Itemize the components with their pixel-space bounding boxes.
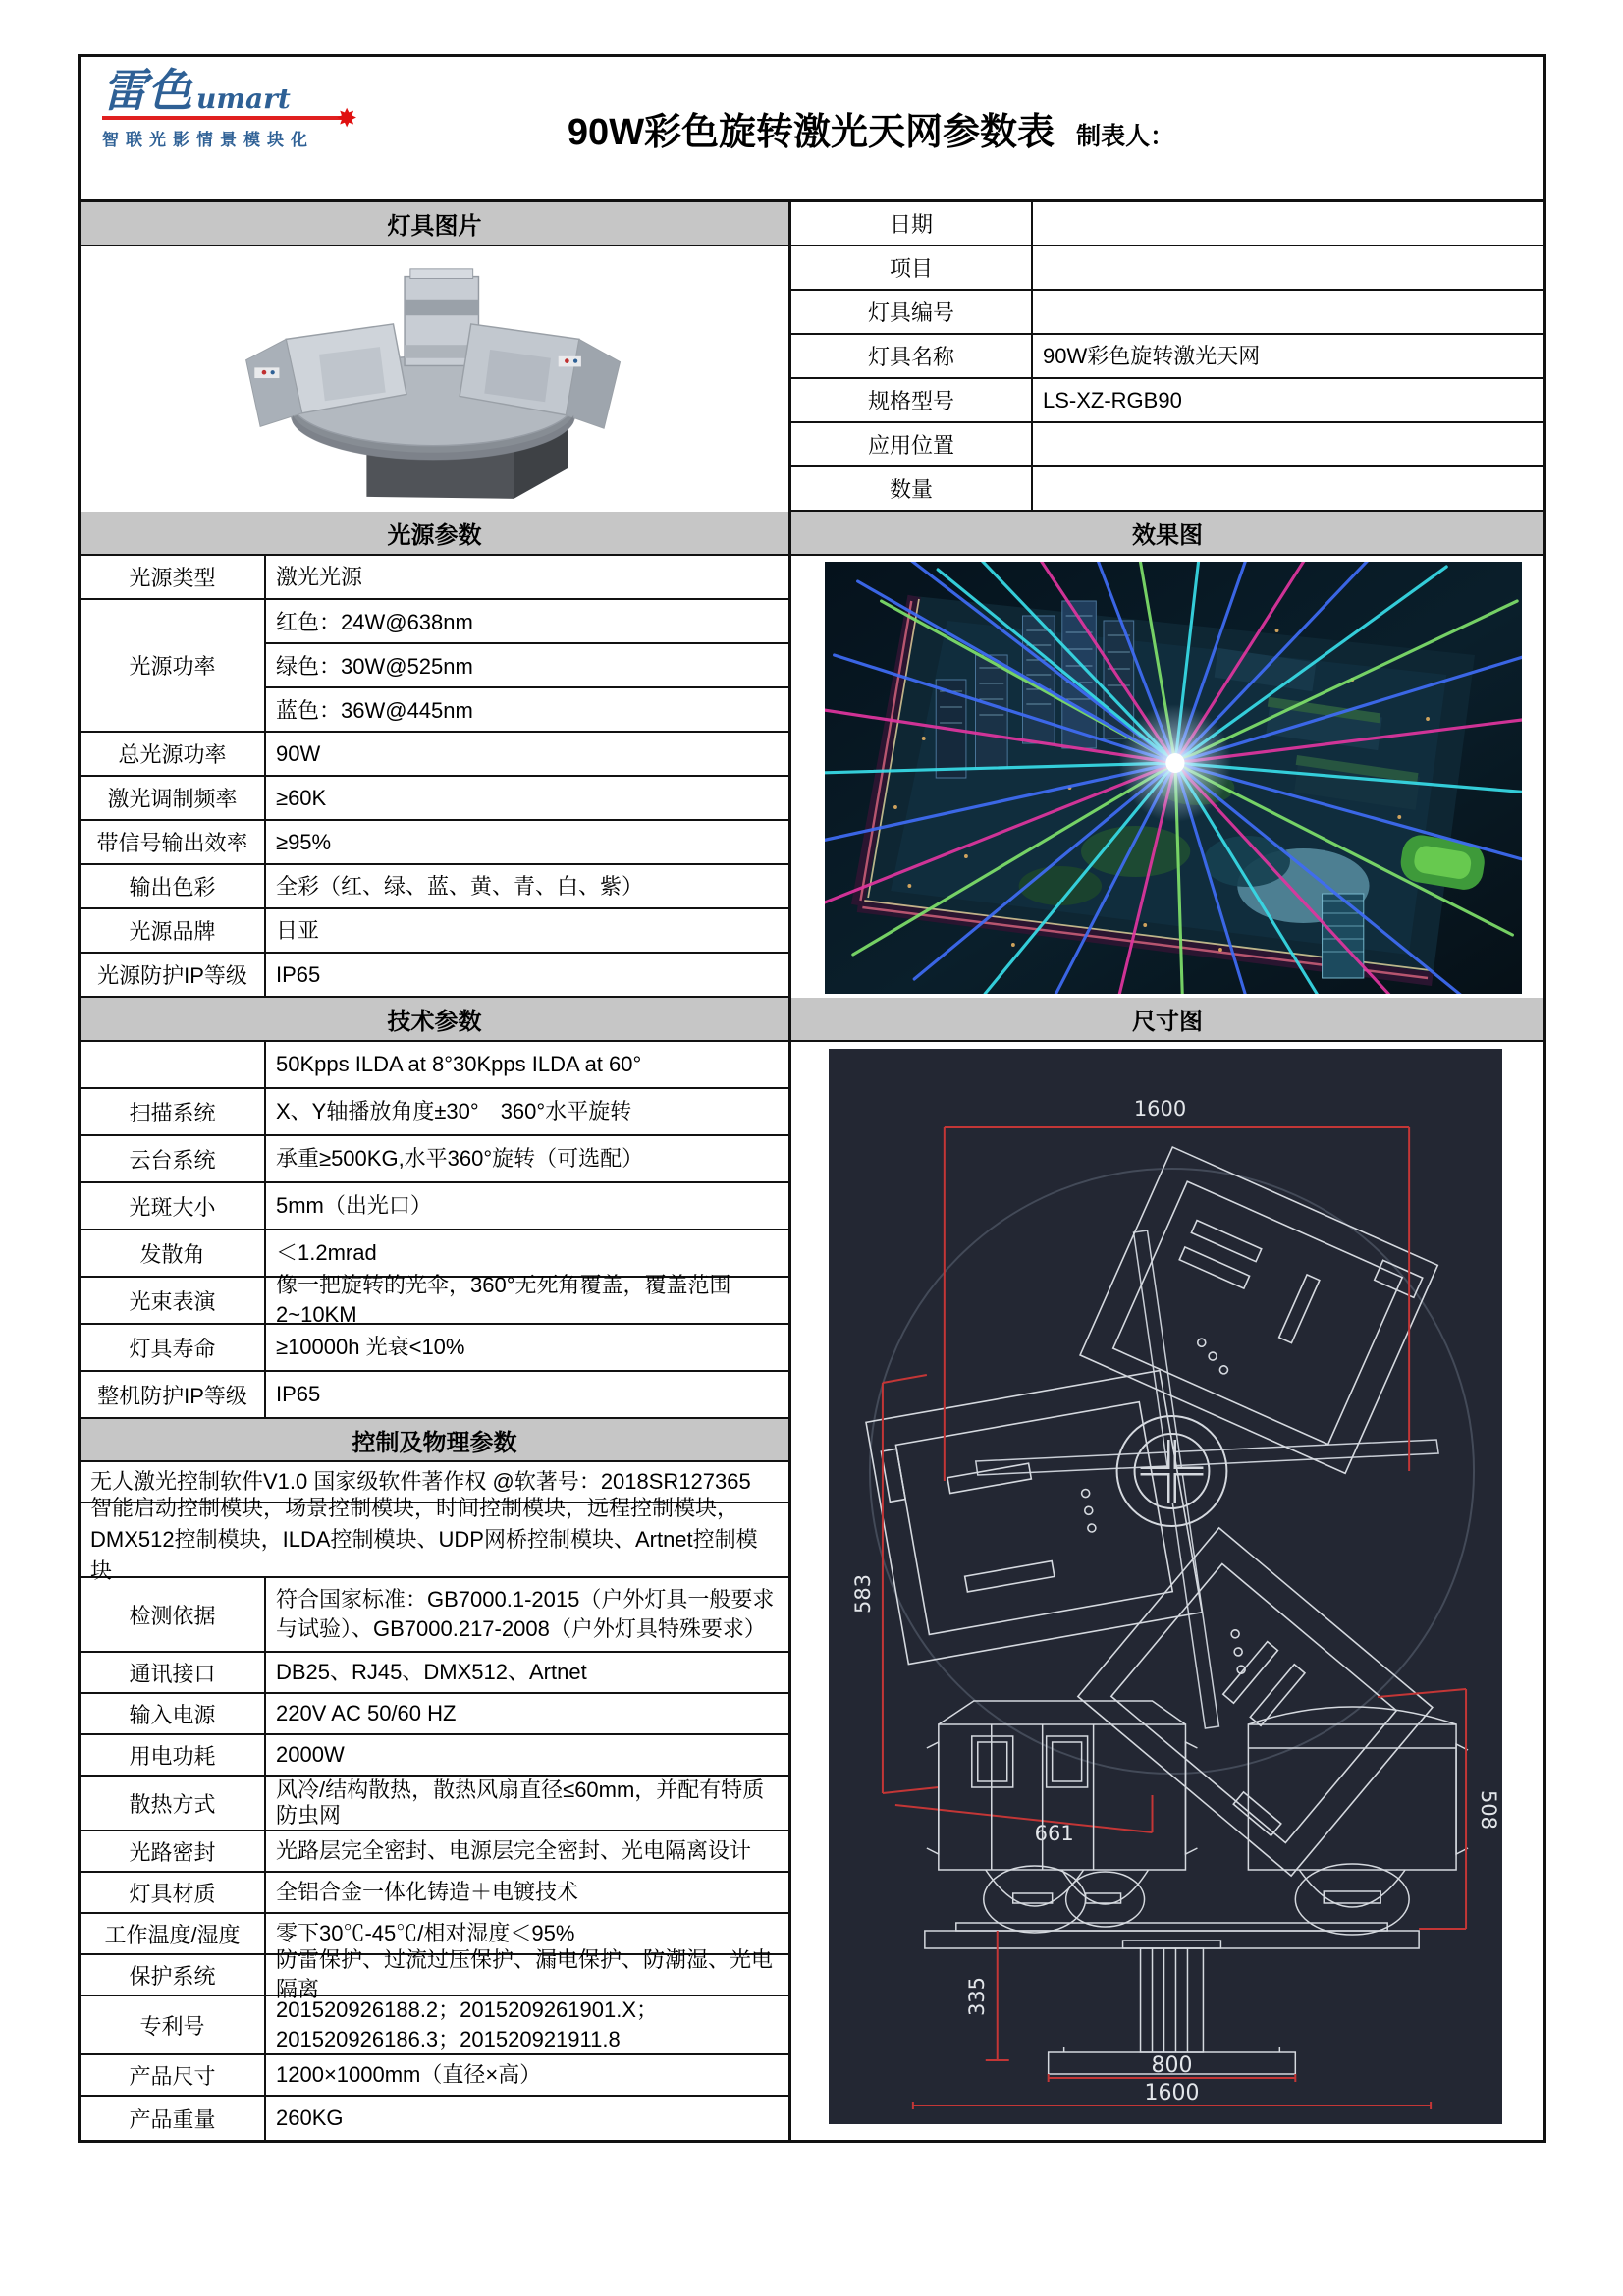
effect-photo-cell	[791, 556, 1543, 998]
dim-label-1600-top: 1600	[1133, 1096, 1187, 1121]
row-value: 90W彩色旋转激光天网	[1043, 343, 1261, 368]
spec-row	[81, 1777, 788, 1831]
row-label: 产品重量	[81, 2097, 266, 2140]
spec-row	[81, 1996, 788, 2055]
dim-label-1600-bottom: 1600	[1144, 2080, 1200, 2106]
row-value: X、Y轴播放角度±30° 360°水平旋转	[276, 1099, 632, 1123]
spec-row	[81, 1372, 788, 1419]
row-label: 灯具编号	[791, 291, 1033, 333]
right-column	[791, 202, 1543, 2140]
control-notice-software: 无人激光控制软件V1.0 国家级软件著作权 @软著号：2018SR127365	[81, 1462, 788, 1503]
row-label: 总光源功率	[81, 733, 266, 775]
row-value: ＜1.2mrad	[276, 1240, 377, 1265]
company-logo	[102, 66, 357, 150]
dim-label-661: 661	[1034, 1821, 1074, 1846]
row-value: ≥95%	[276, 829, 332, 854]
row-label: 专利号	[81, 1996, 266, 2053]
logo-slogan: 智联光影情景模块化	[102, 131, 314, 149]
spec-row	[81, 909, 788, 954]
row-label: 整机防护IP等级	[81, 1372, 266, 1417]
row-value: 全铝合金一体化铸造＋电镀技术	[276, 1880, 579, 1904]
product-3d-render	[91, 250, 779, 508]
spec-row	[81, 733, 788, 777]
spec-row	[81, 2097, 788, 2140]
info-row-model	[791, 379, 1543, 423]
row-label: 光斑大小	[81, 1183, 266, 1229]
row-value	[1033, 202, 1543, 245]
section-bar-fixture-image: 灯具图片	[81, 202, 788, 246]
row-value: 220V AC 50/60 HZ	[276, 1701, 457, 1725]
page-title: 90W彩色旋转激光天网参数表	[567, 112, 1055, 153]
row-label: 工作温度/湿度	[81, 1914, 266, 1953]
dim-label-800: 800	[1151, 2052, 1193, 2079]
row-label: 光源功率	[81, 600, 266, 731]
row-value	[1033, 246, 1543, 289]
row-value: 防雷保护、过流过压保护、漏电保护、防潮湿、光电隔离	[276, 1947, 774, 2001]
row-value: DB25、RJ45、DMX512、Artnet	[276, 1660, 587, 1684]
logo-en-text: umart	[196, 82, 291, 115]
row-label: 数量	[791, 467, 1033, 510]
spec-row	[81, 1183, 788, 1230]
row-value	[1033, 467, 1543, 510]
spec-row	[81, 777, 788, 821]
row-value: 201520926188.2；2015209261901.X；201520926186.3；201520921911.8	[276, 1997, 659, 2051]
row-label: 通讯接口	[81, 1653, 266, 1692]
info-row-date	[791, 202, 1543, 246]
spec-row	[81, 1831, 788, 1873]
row-value: 零下30℃-45℃/相对湿度＜95%	[276, 1921, 575, 1945]
row-label: 灯具名称	[791, 335, 1033, 377]
spec-row	[81, 1947, 788, 2001]
effect-photo	[825, 562, 1522, 994]
row-label	[81, 1042, 266, 1087]
row-value: ≥60K	[276, 785, 327, 810]
section-bar-control: 控制及物理参数	[81, 1419, 788, 1462]
row-value: 5mm（出光口）	[276, 1193, 432, 1218]
row-label: 光束表演	[81, 1278, 266, 1323]
control-notice-modules: 智能启动控制模块，场景控制模块，时间控制模块，远程控制模块，DMX512控制模块，ILDA控制模块、UDP网桥控制模块、Artnet控制模块	[81, 1503, 788, 1578]
row-value	[1033, 423, 1543, 465]
spec-row	[81, 954, 788, 998]
info-row-fixture-name	[791, 335, 1543, 379]
row-label: 产品尺寸	[81, 2055, 266, 2095]
row-label: 光源品牌	[81, 909, 266, 952]
spec-row	[81, 865, 788, 909]
row-label: 输出色彩	[81, 865, 266, 907]
logo-starburst-icon: ✸	[336, 103, 357, 133]
section-bar-tech: 技术参数	[81, 998, 788, 1042]
spec-row	[81, 1653, 788, 1694]
row-label: 光路密封	[81, 1831, 266, 1871]
row-label: 规格型号	[791, 379, 1033, 421]
cad-drawing	[829, 1049, 1502, 2124]
row-value: LS-XZ-RGB90	[1043, 387, 1182, 412]
row-label: 灯具寿命	[81, 1325, 266, 1370]
spec-row-light-type	[81, 556, 788, 600]
spec-row	[81, 2055, 788, 2097]
row-label: 散热方式	[81, 1777, 266, 1830]
row-value: 光路层完全密封、电源层完全密封、光电隔离设计	[276, 1838, 752, 1863]
dim-label-508: 508	[1477, 1789, 1501, 1831]
row-value: 260KG	[276, 2105, 344, 2130]
row-label: 日期	[791, 202, 1033, 245]
power-blue: 蓝色：36W@445nm	[276, 698, 473, 723]
spec-row	[81, 1578, 788, 1653]
spec-row	[81, 1873, 788, 1914]
row-label: 输入电源	[81, 1694, 266, 1733]
spec-row	[81, 1694, 788, 1735]
row-label: 激光调制频率	[81, 777, 266, 819]
dim-label-335: 335	[964, 1976, 989, 2017]
spec-row	[81, 1325, 788, 1372]
row-value: 90W	[276, 740, 321, 766]
row-label: 发散角	[81, 1230, 266, 1276]
row-label: 保护系统	[81, 1955, 266, 1995]
left-column	[81, 202, 791, 2140]
spec-sheet	[78, 54, 1546, 2143]
spec-row	[81, 1273, 788, 1327]
spec-row	[81, 821, 788, 865]
row-value: 像一把旋转的光伞，360°无死角覆盖，覆盖范围2~10KM	[276, 1273, 731, 1327]
row-value: 1200×1000mm（直径×高）	[276, 2062, 542, 2087]
spec-row	[81, 1089, 788, 1136]
logo-underline	[102, 103, 357, 133]
info-row-project	[791, 246, 1543, 291]
product-photo-cell	[81, 246, 788, 512]
info-row-quantity	[791, 467, 1543, 512]
section-bar-dimension: 尺寸图	[791, 998, 1543, 1042]
row-value: 符合国家标准：GB7000.1-2015（户外灯具一般要求与试验）、GB7000.217-2008（户外灯具特殊要求）	[276, 1587, 775, 1641]
row-label: 扫描系统	[81, 1089, 266, 1134]
dimension-drawing-cell	[791, 1042, 1543, 2140]
spec-row	[81, 1735, 788, 1777]
author-label: 制表人：	[1076, 123, 1175, 150]
row-value	[1033, 291, 1543, 333]
row-value: IP65	[276, 961, 321, 987]
info-row-fixture-no	[791, 291, 1543, 335]
sheet-header	[81, 57, 1543, 202]
row-value: 风冷/结构散热，散热风扇直径≤60mm，并配有特质防虫网	[276, 1777, 765, 1828]
row-value: 日亚	[276, 917, 320, 943]
row-label: 检测依据	[81, 1578, 266, 1651]
row-label: 光源类型	[81, 556, 266, 598]
row-label: 用电功耗	[81, 1735, 266, 1775]
row-label: 应用位置	[791, 423, 1033, 465]
row-value: ≥10000h 光衰<10%	[276, 1335, 465, 1359]
info-row-location	[791, 423, 1543, 467]
section-bar-light-source: 光源参数	[81, 512, 788, 556]
dim-label-583: 583	[850, 1573, 875, 1614]
spec-row-light-power	[81, 600, 788, 733]
section-bar-effect: 效果图	[791, 512, 1543, 556]
row-label: 光源防护IP等级	[81, 954, 266, 996]
row-label: 云台系统	[81, 1136, 266, 1181]
row-label: 带信号输出效率	[81, 821, 266, 863]
spec-row	[81, 1042, 788, 1089]
row-label: 灯具材质	[81, 1873, 266, 1912]
row-label: 项目	[791, 246, 1033, 289]
row-value: 50Kpps ILDA at 8°30Kpps ILDA at 60°	[276, 1052, 642, 1076]
row-value: 全彩（红、绿、蓝、黄、青、白、紫）	[276, 873, 644, 899]
row-value: 承重≥500KG,水平360°旋转（可选配）	[276, 1146, 644, 1171]
power-red: 红色：24W@638nm	[266, 600, 788, 644]
row-value: 2000W	[276, 1742, 345, 1767]
row-value: 激光光源	[276, 564, 363, 589]
spec-row	[81, 1136, 788, 1183]
logo-cn-text: 雷色	[102, 66, 192, 116]
row-value: IP65	[276, 1382, 321, 1406]
power-green: 绿色：30W@525nm	[266, 644, 788, 688]
